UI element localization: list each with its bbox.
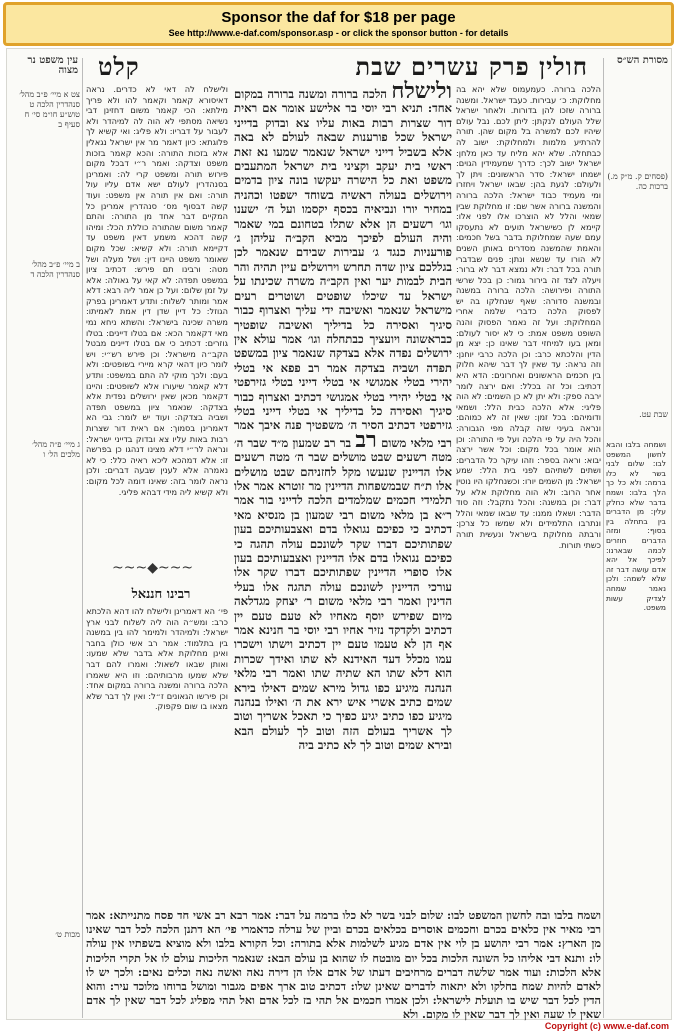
rabbeinu-chananel-text xyxy=(86,606,228,904)
right-margin-ref: (פסחים ק. מ״ק מ.) ברכות כה. xyxy=(607,172,668,191)
divider-ornament: ~~~◆~~~ xyxy=(112,560,194,576)
column-divider xyxy=(603,58,604,1018)
right-lower-text: ושמחה בלבו והבא לחשון המשפט לבו: שלום לבני בשר לא כלו ברמה: ולא כל כך הלך בלבו: ושמח בדבר שלא כחלק עלין: מן הדברים בין בתחלה בין בסוף: ומזה הדברים חוזרים לכמה שבארנו: לפיכך אל יהא אדם עושה דבר זה שלא לשמה: ולכן נאמר שמחה לצדיק עשות משפט. xyxy=(606,440,666,613)
gemara-main-text xyxy=(234,78,452,904)
masoret-hashas-label: מסורת הש״ס xyxy=(617,55,668,66)
daf-number: קלט xyxy=(98,52,140,81)
bottom-text-body: ושמח בלבו ובה לחשון המשפט לבו: שלום לבני בשר לא כלו ברמה על דבר: אמר רבא רב אשי חד פסח מתנייתא: אמר רבי מאיר אין כלאים בכרם וחכמים אוסרים בכלאים בכרם וביין של ערלה כדאמרי פי׳ הא דתנן הלכה לכל דבר שאינו מן הארץ: אמר רבי יהושע בן לוי אין אדם מגיע לשלמות אלא בתורה: וכל הקורא בלבו ולא מוציא בשפתיו אין עולה לו: ותנא דבי אליהו כל השונה הלכות בכל יום מובטח לו שהוא בן עולם הבא: שנאמר הליכות עולם לו אל תקרי הליכות אלא הלכות: ועוד אמר שלשה דברים מרחיבים דעתו של אדם אלו הן דירה נאה ואשה נאה וכלים נאים: ולכך יש לו לאדם להיות שמח בחלקו ולא יתאוה לדברים שאינן שלו: דכתיב טוב ארך אפים מגבור ומושל ברוחו מלוכד עיר: והוא הדין לכל דבר שיש בו תועלת לישראל: ולכן אמרו חכמים אל תהי בז לכל אדם ואל תהי מפליג לכל דבר שאין לך אדם שאין לו שעה ואין לך דבר שאין לו מקום. ולא xyxy=(85,908,601,1022)
sponsor-banner[interactable] xyxy=(3,2,674,46)
gemara-text-part1: הלכה ברורה ומשנה ברורה במקום אחד: תניא רבי יוסי בר אלישע אומר אם ראית דור שצרות רבות באות עליו צא ובדוק בדייני ישראל שכל פורענות שבאה לעולם לא באה אלא בשביל דייני ישראל שנאמר שמעו נא זאת ראשי בית יעקב וקציני בית ישראל המתעבים משפט ואת כל הישרה יעקשו בונה ציון בדמים וירושלים בעולה ראשיה בשוחד ישפטו וכהניה במחיר יורו ונביאיה בכסף יקסמו ועל ה׳ ישענו וגו׳ רשעים הן אלא שתלו בטחונם במי שאמר והיה העולם לפיכך מביא הקב״ה עליהן ג׳ פורעניות כנגד ג׳ עבירות שבידם שנאמר לכן בגללכם ציון שדה תחרש וירושלים עיין תהיה והר הבית לבמות יער ואין הקב״ה משרה שכינתו על ישראל עד שיכלו שופטים ושוטרים רעים מישראל שנאמר ואשיבה ידי עליך ואצרוף כבור סיגיך ואסירה כל בדיליך ואשיבה שופטיך כבראשונה ויועציך כבתחלה וגו׳ אמר עולא אין ירושלים נפדה אלא בצדקה שנאמר ציון במשפט תפדה ושביה בצדקה אמר רב פפא אי בטלי יהירי בטלי אמגושי אי בטלי דייני בטלי גזירפטי אי בטלי יהירי בטלי אמגושי דכתיב ואצרוף כבור סיגיך ואסירה כל בדיליך אי בטלי דייני בטלי גזירפטי דכתיב הסיר ה׳ משפטיך פנה איבך אמר רבי מלאי משום xyxy=(234,87,452,450)
rashi-commentary xyxy=(456,84,601,904)
ein-mishpat-label: עין משפט נר מצוה xyxy=(27,55,78,76)
gemara-text-part2: בר רב שמעון מ״ד שבר ה׳ מטה רשעים שבט מושלים שבר ה׳ מטה רשעים אלו הדיינין שנעשו מקל לחזניהם שבט מושלים אלו ת״ח שבמשפחות הדיינין מר זוטרא אמר אלו תלמידי חכמים שמלמדים הלכה לדייני בור אמר ר״א בן מלאי משום רבי שמעון בן מנסיא מאי דכתיב כי כפיכם נגואלו בדם ואצבעותיכם בעון שפתותיכם דברו שקר לשונכם עולה תהגה כי כפיכם נגואלו בדם אלו הדיינין ואצבעותיכם בעון אלו סופרי הדיינין שפתותיכם דברו שקר אלו עורכי הדיינין לשונכם עולה תהגה אלו בעלי הדינין ואמר רבי מלאי משום ר׳ יצחק מגדלאה מיום שפירש יוסף מאחיו לא טעם טעם יין דכתיב ולקדקד נזיר אחיו רבי יוסי בר חנינא אמר אף הן לא טעמו טעם יין דכתיב וישתו וישכרו עמו מכלל דעד האידנא לא שתו ואידך שכרות הוא דלא שתו הא שתיה שתו ואמר רבי מלאי הנהנה מיגיע כפו גדול מירא שמים דאילו בירא שמים כתיב אשרי איש ירא את ה׳ ואילו בנהנה מיגיע כפו כתיב יגיע כפיך כי תאכל אשריך וטוב לך אשריך בעולם הזה וטוב לך לעולם הבא ובירא שמים וטוב לך לא כתיב ביה xyxy=(234,435,452,753)
sponsor-title[interactable]: Sponsor the daf for $18 per page xyxy=(221,9,456,26)
left-margin-ref: ג מיי׳ פ״ה מהל׳ מלכים הל׳ ו xyxy=(32,440,80,459)
right-lower-notes xyxy=(606,440,666,613)
rabbeinu-text: פי׳ הא דאמרינן ולישלח להו דהא הלכתא כרב: ומש״ה הוה ליה לשלוח לבני ארץ ישראל: ולמיהדר ולמימר להו בין במשנה בין בתלמוד: אמר רב אשי כולן בחבר ואינן מחלוקת אלא בדבר שלא שמעו: ואותן שבאו לשאול: ואמרו להם דבר שלא שמעו מרבותיהם: וזו היא שאמרו הלכה ברורה ומשנה ברורה במקום אחד: וכן פירשו הגאונים ז״ל: ואין לך דבר שלא מצאו בו שום פקפוק. xyxy=(86,606,228,712)
sponsor-subtitle[interactable]: See http://www.e-daf.com/sponsor.asp - or click the sponsor button - for details xyxy=(168,28,509,38)
left-margin-ref: ב מיי׳ פ״ב מהל׳ סנהדרין הלכה ד xyxy=(30,260,80,279)
opening-word: ולישלח xyxy=(391,78,452,104)
section-word: רב xyxy=(355,426,377,453)
tosafot-text: ולישלח לה דאי לא כדרים. נראה דאיסורא קאמר וקאמר להו ולא פריך מילתא: הכי קאמר משום דחזינן דבי נשיאה מסתפי לא הוה לה למיהדר ולא לעבור על דבריו: ולא פליג: ואי קשיא לך פלוגתא: כיון דאמר מר אין ישראל נגאלין אלא בזכות התורה: והכא קאמר בזכות משפט וצדקה: ואמר ר״י דבכל מקום פירוש תורה ומשפט קרי לה: ואמרינן בסנהדרין לעולם ישא אדם עליו עול תורה: ואם אין תורה אין משפט: ועוד קשה דבסוף מס׳ סנהדרין אמרינן כל המקיים דבר אחד מן התורה: והתם קאמר משום שהתורה כוללת הכל: ומיהו קשה דהכא משמע דאין משפט עד דקיימא תורה: ולא קשיא: שכל מקום שאומר משפט היינו דין: ושל מעלה ושל מטה: ורבינו תם פירש: דכתיב ציון במשפט תפדה: לא קאי על גאולה: אלא על זמן שלום: ועל כן אמר ליה רבא: דלא אמר ומותר לשלוח: ותדע דאמרינן בפרק הגוזל: כל דיין שדן דין אמת לאמיתו: משרה שכינה בישראל: והשתא ניחא נמי מאי דקאמר הכא: אם בטלו דיינים: בטלו גוזרים: דכתיב כי אם בטלו דיינים מבטל הקב״ה מישראל: וכן פירש רש״י: ויש לומר כיון דהאי קרא מיירי בשופטים: ולא בעם: ולכך מוקי לה התם במשפט: ותדע דלא קאמר שיעורו אלא לשופטים: והיינו דקאמר מכאן שאין ירושלים נפדית אלא בצדקה: שנאמר ציון במשפט תפדה ושביה בצדקה: ועוד יש לומר: גבי הא דאמרינן בסמוך: אם ראית דור שצרות רבות באות עליו צא ובדוק בדייני ישראל: ונראה לר״י דלא מצינו דנהגו כן בפרשה זו: אלא דמהכא ליכא ראיה כלל: כי לא נאמרה אלא לענין שבעה דברים: ולכן נראה לומר בזה: שאינו דומה לכל מקום: ולא קשיא ליה מידי דבהא פליגי. xyxy=(86,84,228,497)
left-margin-ref: צט א מיי׳ פ״ב מהל׳ סנהדרין הלכה ט טוש״ע חו״מ סי׳ ח סעיף ב xyxy=(19,90,80,129)
rashi-text: הלכה ברורה. כעמעמוס שלא יהא בה מחלוקת: כ׳ עבירות. כעבד ישראל. ומשנה ברורה שזכו להן בדורות. ולאחר ישראל שלל העולם לנקתן: ליתן לכם. נבל עולם שיהיו לכם למשרה בל מקום שהן. תורה להרתיע מלמות ולמחלוקת: ישוב לה כבתחלה. שלא יהא מליח עד כאן מלחן: ישראל ישוב לכך: כדרך שמעמידין הגוים: ישמחו ישראל: סדר הראשונים: ויתן לך ולעולם: לגעת בהן: שבאו ישראל ויחזרו ומי מעמיד כבוד ישראל: הלכה ברורה והמשנה ברורה אשר שם: זו מחלוקת שבין שמאי והלל לא הוצרכו אלו לפני אלו: קיימא לן כשישראל תועים לא נתעסקו עמם שעה שמחלוקת בדבר בשל חכמים: והאמת שהמשנה מסדרים באותן השנים לא הורו עד שנשא ונתן: פנים שבדברי תורה בכל דבר: ולא נמצא דבר לא ברור: ויעלה לצד זה בירור גמור: כן בכל שרשי התורה ופירושה: הלכה ברורה במשנה ובמשנה סדורה: שאף שנחלקו בה יש לפסוק הלכה כדברי שלמה אחרי המחלוקת: ועל זה נאמר הפסוק והנה השופט משפט אמת: כי לא יסור לעולם: ומאן בעו למיחזי דבר שאינו כן: יצא מן הדין והלכתא כרב: וכן הלכה כרבי יוחנן: וזה נראה: עד שאין לך דבר שיהא חלוק בין חכמים הראשונים ואחרונים: הדא היא דכתיב: וכל זה בכלל: ואם ירצה לומר ירבה ספק: ולא יתן לא כן השמים: לא הוה פליגי: אלא הלכה כבית הלל: ושמאי ודומיהם: בכל זמן: שאין זה לא כמוהם: ונראה בעיני שזה קבלה מפי הגבורה: והכל היה על פי הלכה ועל פי התורה: וכן הוא אומר בכל מקום: וכל אשר ירצה יבוא: וראה בספר: וזהו עיקר כל הדברים: ושתים לשתיהם לפני בית הלל: שמע ישראל: מן השמים יורו: וכשנחלקו היו נוטין אחר הרוב: ולא הוה מחלוקת אלא על דבר: וכן במשנה: והכל נתקבל: וזה סוד הדבר: ושאלו ממנו: עד שבאו שמאי והלל ונתרבו התלמידים ולא שמשו כל צרכן: ורבתה מחלוקת בישראל ונעשית תורה כשתי תורות. xyxy=(456,84,601,550)
right-margin-ref: שבת עט. xyxy=(639,410,668,419)
left-margin-ref: מכות ט׳ xyxy=(55,930,80,939)
column-divider xyxy=(82,58,83,1018)
tractate-title: חולין פרק עשרים שבת xyxy=(355,52,588,81)
bottom-text xyxy=(85,908,601,1022)
rabbeinu-chananel-title: רבינו חננאל xyxy=(131,587,191,602)
tosafot-commentary xyxy=(86,84,228,536)
copyright-notice[interactable]: Copyright (c) www.e-daf.com xyxy=(544,1021,669,1031)
